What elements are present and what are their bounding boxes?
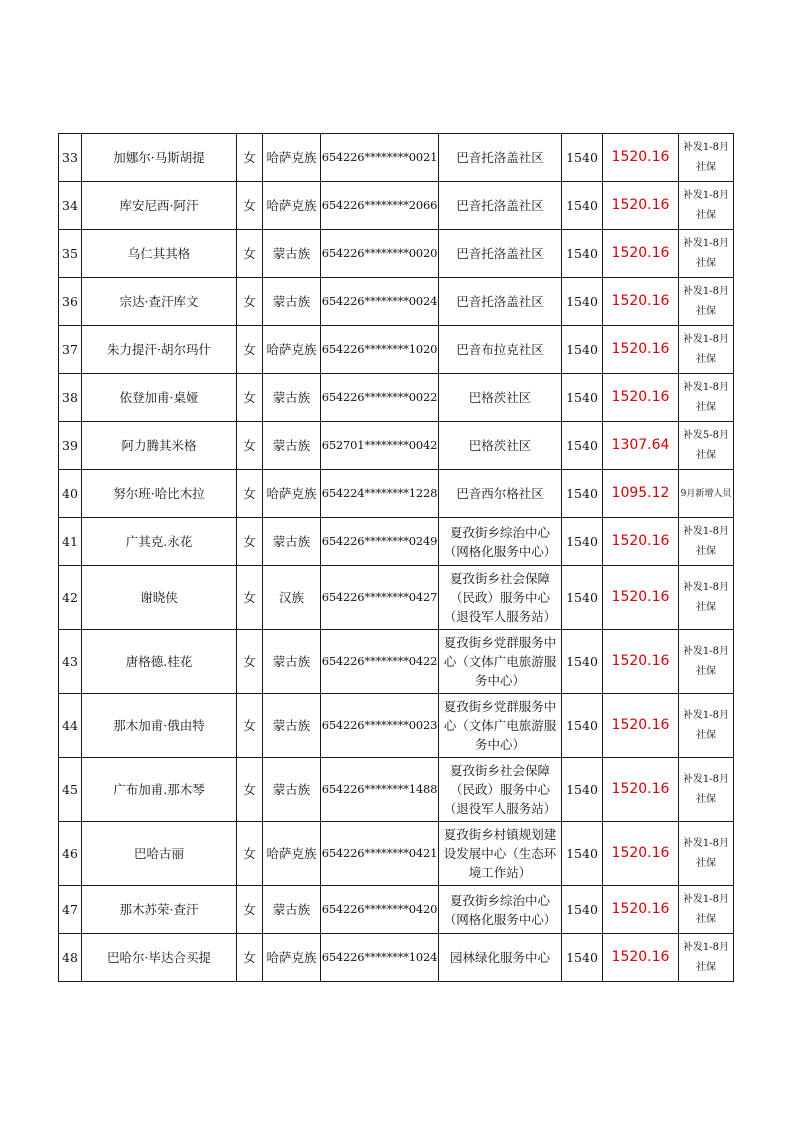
- id-number-cell: 654226********1488: [321, 758, 439, 822]
- person-name: 依登加甫·桌娅: [82, 374, 237, 422]
- table-row: [59, 422, 734, 470]
- note-cell: 补发1-8月社保: [679, 822, 734, 886]
- base-amount-cell: 1540: [562, 630, 603, 694]
- note-cell: 补发1-8月社保: [679, 518, 734, 566]
- person-name: 巴哈古丽: [82, 822, 237, 886]
- person-name: 那木苏荣·查汗: [82, 886, 237, 934]
- note-cell: 补发1-8月社保: [679, 886, 734, 934]
- table-row: [59, 934, 734, 982]
- gender-cell: 女: [237, 182, 263, 230]
- gender-cell: 女: [237, 374, 263, 422]
- base-amount-cell: 1540: [562, 134, 603, 182]
- gender-cell: 女: [237, 934, 263, 982]
- row-number: 46: [59, 822, 82, 886]
- person-name: 加娜尔·马斯胡提: [82, 134, 237, 182]
- ethnicity-cell: 哈萨克族: [263, 134, 321, 182]
- id-number-cell: 654226********0021: [321, 134, 439, 182]
- work-unit-cell: 巴音托洛盖社区: [439, 278, 562, 326]
- ethnicity-cell: 蒙古族: [263, 694, 321, 758]
- note-cell: 补发1-8月社保: [679, 230, 734, 278]
- note-cell: 补发1-8月社保: [679, 758, 734, 822]
- ethnicity-cell: 汉族: [263, 566, 321, 630]
- person-name: 巴哈尔·毕达合买提: [82, 934, 237, 982]
- note-cell: 补发5-8月社保: [679, 422, 734, 470]
- table-row: [59, 758, 734, 822]
- base-amount-cell: 1540: [562, 326, 603, 374]
- note-cell: 补发1-8月社保: [679, 630, 734, 694]
- id-number-cell: 654226********0422: [321, 630, 439, 694]
- work-unit-cell: 巴音托洛盖社区: [439, 134, 562, 182]
- gender-cell: 女: [237, 758, 263, 822]
- gender-cell: 女: [237, 278, 263, 326]
- row-number: 34: [59, 182, 82, 230]
- person-name: 宗达·查汗库文: [82, 278, 237, 326]
- table-row: [59, 822, 734, 886]
- base-amount-cell: 1540: [562, 886, 603, 934]
- table-row: [59, 470, 734, 518]
- note-cell: 补发1-8月社保: [679, 694, 734, 758]
- work-unit-cell: 夏孜街乡综治中心（网格化服务中心）: [439, 886, 562, 934]
- id-number-cell: 654226********2066: [321, 182, 439, 230]
- base-amount-cell: 1540: [562, 470, 603, 518]
- payment-amount-cell: 1520.16: [603, 566, 679, 630]
- work-unit-cell: 夏孜街乡社会保障（民政）服务中心（退役军人服务站）: [439, 758, 562, 822]
- base-amount-cell: 1540: [562, 694, 603, 758]
- id-number-cell: 654226********0421: [321, 822, 439, 886]
- row-number: 39: [59, 422, 82, 470]
- payment-amount-cell: 1520.16: [603, 934, 679, 982]
- table-row: [59, 566, 734, 630]
- row-number: 48: [59, 934, 82, 982]
- work-unit-cell: 园林绿化服务中心: [439, 934, 562, 982]
- base-amount-cell: 1540: [562, 566, 603, 630]
- ethnicity-cell: 蒙古族: [263, 886, 321, 934]
- payment-amount-cell: 1520.16: [603, 182, 679, 230]
- person-name: 唐格德.桂花: [82, 630, 237, 694]
- id-number-cell: 654226********0022: [321, 374, 439, 422]
- base-amount-cell: 1540: [562, 182, 603, 230]
- table-row: [59, 374, 734, 422]
- id-number-cell: 654226********0024: [321, 278, 439, 326]
- base-amount-cell: 1540: [562, 278, 603, 326]
- ethnicity-cell: 蒙古族: [263, 758, 321, 822]
- work-unit-cell: 夏孜街乡党群服务中心（文体广电旅游服务中心）: [439, 630, 562, 694]
- payment-amount-cell: 1520.16: [603, 518, 679, 566]
- note-cell: 补发1-8月社保: [679, 374, 734, 422]
- payment-amount-cell: 1520.16: [603, 694, 679, 758]
- payment-amount-cell: 1520.16: [603, 326, 679, 374]
- id-number-cell: 654226********0020: [321, 230, 439, 278]
- gender-cell: 女: [237, 470, 263, 518]
- work-unit-cell: 夏孜街乡党群服务中心（文体广电旅游服务中心）: [439, 694, 562, 758]
- ethnicity-cell: 蒙古族: [263, 278, 321, 326]
- row-number: 37: [59, 326, 82, 374]
- payment-amount-cell: 1520.16: [603, 278, 679, 326]
- row-number: 33: [59, 134, 82, 182]
- roster-table: [58, 133, 734, 982]
- person-name: 广布加甫.那木琴: [82, 758, 237, 822]
- payment-amount-cell: 1520.16: [603, 374, 679, 422]
- id-number-cell: 652701********0042: [321, 422, 439, 470]
- gender-cell: 女: [237, 422, 263, 470]
- payment-amount-cell: 1520.16: [603, 886, 679, 934]
- person-name: 那木加甫·俄由特: [82, 694, 237, 758]
- row-number: 40: [59, 470, 82, 518]
- work-unit-cell: 巴音布拉克社区: [439, 326, 562, 374]
- person-name: 阿力腾其米格: [82, 422, 237, 470]
- table-row: [59, 518, 734, 566]
- note-cell: 补发1-8月社保: [679, 326, 734, 374]
- id-number-cell: 654224********1228: [321, 470, 439, 518]
- gender-cell: 女: [237, 886, 263, 934]
- gender-cell: 女: [237, 326, 263, 374]
- ethnicity-cell: 蒙古族: [263, 374, 321, 422]
- row-number: 42: [59, 566, 82, 630]
- work-unit-cell: 夏孜街乡社会保障（民政）服务中心（退役军人服务站）: [439, 566, 562, 630]
- payment-amount-cell: 1520.16: [603, 134, 679, 182]
- base-amount-cell: 1540: [562, 934, 603, 982]
- person-name: 乌仁其其格: [82, 230, 237, 278]
- payment-amount-cell: 1095.12: [603, 470, 679, 518]
- row-number: 35: [59, 230, 82, 278]
- id-number-cell: 654226********1020: [321, 326, 439, 374]
- work-unit-cell: 巴格茨社区: [439, 422, 562, 470]
- base-amount-cell: 1540: [562, 518, 603, 566]
- ethnicity-cell: 蒙古族: [263, 518, 321, 566]
- work-unit-cell: 巴音托洛盖社区: [439, 230, 562, 278]
- base-amount-cell: 1540: [562, 374, 603, 422]
- id-number-cell: 654226********0420: [321, 886, 439, 934]
- gender-cell: 女: [237, 134, 263, 182]
- row-number: 38: [59, 374, 82, 422]
- row-number: 43: [59, 630, 82, 694]
- row-number: 36: [59, 278, 82, 326]
- ethnicity-cell: 蒙古族: [263, 230, 321, 278]
- gender-cell: 女: [237, 518, 263, 566]
- table-row: [59, 694, 734, 758]
- note-cell: 补发1-8月社保: [679, 182, 734, 230]
- base-amount-cell: 1540: [562, 822, 603, 886]
- ethnicity-cell: 哈萨克族: [263, 934, 321, 982]
- gender-cell: 女: [237, 230, 263, 278]
- work-unit-cell: 夏孜街乡综治中心（网格化服务中心）: [439, 518, 562, 566]
- payment-amount-cell: 1520.16: [603, 822, 679, 886]
- work-unit-cell: 夏孜街乡村镇规划建设发展中心（生态环境工作站）: [439, 822, 562, 886]
- gender-cell: 女: [237, 694, 263, 758]
- person-name: 广其克.永花: [82, 518, 237, 566]
- table-row: [59, 630, 734, 694]
- base-amount-cell: 1540: [562, 422, 603, 470]
- base-amount-cell: 1540: [562, 758, 603, 822]
- id-number-cell: 654226********1024: [321, 934, 439, 982]
- gender-cell: 女: [237, 822, 263, 886]
- row-number: 41: [59, 518, 82, 566]
- person-name: 谢晓侠: [82, 566, 237, 630]
- note-cell: 补发1-8月社保: [679, 934, 734, 982]
- payment-amount-cell: 1307.64: [603, 422, 679, 470]
- person-name: 朱力提汗·胡尔玛什: [82, 326, 237, 374]
- ethnicity-cell: 哈萨克族: [263, 822, 321, 886]
- table-row: [59, 134, 734, 182]
- ethnicity-cell: 哈萨克族: [263, 470, 321, 518]
- table-row: [59, 230, 734, 278]
- person-name: 库安尼西·阿汗: [82, 182, 237, 230]
- table-row: [59, 182, 734, 230]
- note-cell: 补发1-8月社保: [679, 134, 734, 182]
- row-number: 45: [59, 758, 82, 822]
- id-number-cell: 654226********0249: [321, 518, 439, 566]
- work-unit-cell: 巴音托洛盖社区: [439, 182, 562, 230]
- row-number: 44: [59, 694, 82, 758]
- payment-amount-cell: 1520.16: [603, 630, 679, 694]
- base-amount-cell: 1540: [562, 230, 603, 278]
- person-name: 努尔班·哈比木拉: [82, 470, 237, 518]
- gender-cell: 女: [237, 566, 263, 630]
- ethnicity-cell: 蒙古族: [263, 630, 321, 694]
- ethnicity-cell: 哈萨克族: [263, 182, 321, 230]
- note-cell: 补发1-8月社保: [679, 566, 734, 630]
- table-row: [59, 886, 734, 934]
- payment-amount-cell: 1520.16: [603, 758, 679, 822]
- payment-amount-cell: 1520.16: [603, 230, 679, 278]
- id-number-cell: 654226********0427: [321, 566, 439, 630]
- note-cell: 补发1-8月社保: [679, 278, 734, 326]
- work-unit-cell: 巴音西尔格社区: [439, 470, 562, 518]
- ethnicity-cell: 蒙古族: [263, 422, 321, 470]
- ethnicity-cell: 哈萨克族: [263, 326, 321, 374]
- table-row: [59, 278, 734, 326]
- gender-cell: 女: [237, 630, 263, 694]
- table-row: [59, 326, 734, 374]
- work-unit-cell: 巴格茨社区: [439, 374, 562, 422]
- id-number-cell: 654226********0023: [321, 694, 439, 758]
- note-cell: 9月新增人员: [679, 470, 734, 518]
- row-number: 47: [59, 886, 82, 934]
